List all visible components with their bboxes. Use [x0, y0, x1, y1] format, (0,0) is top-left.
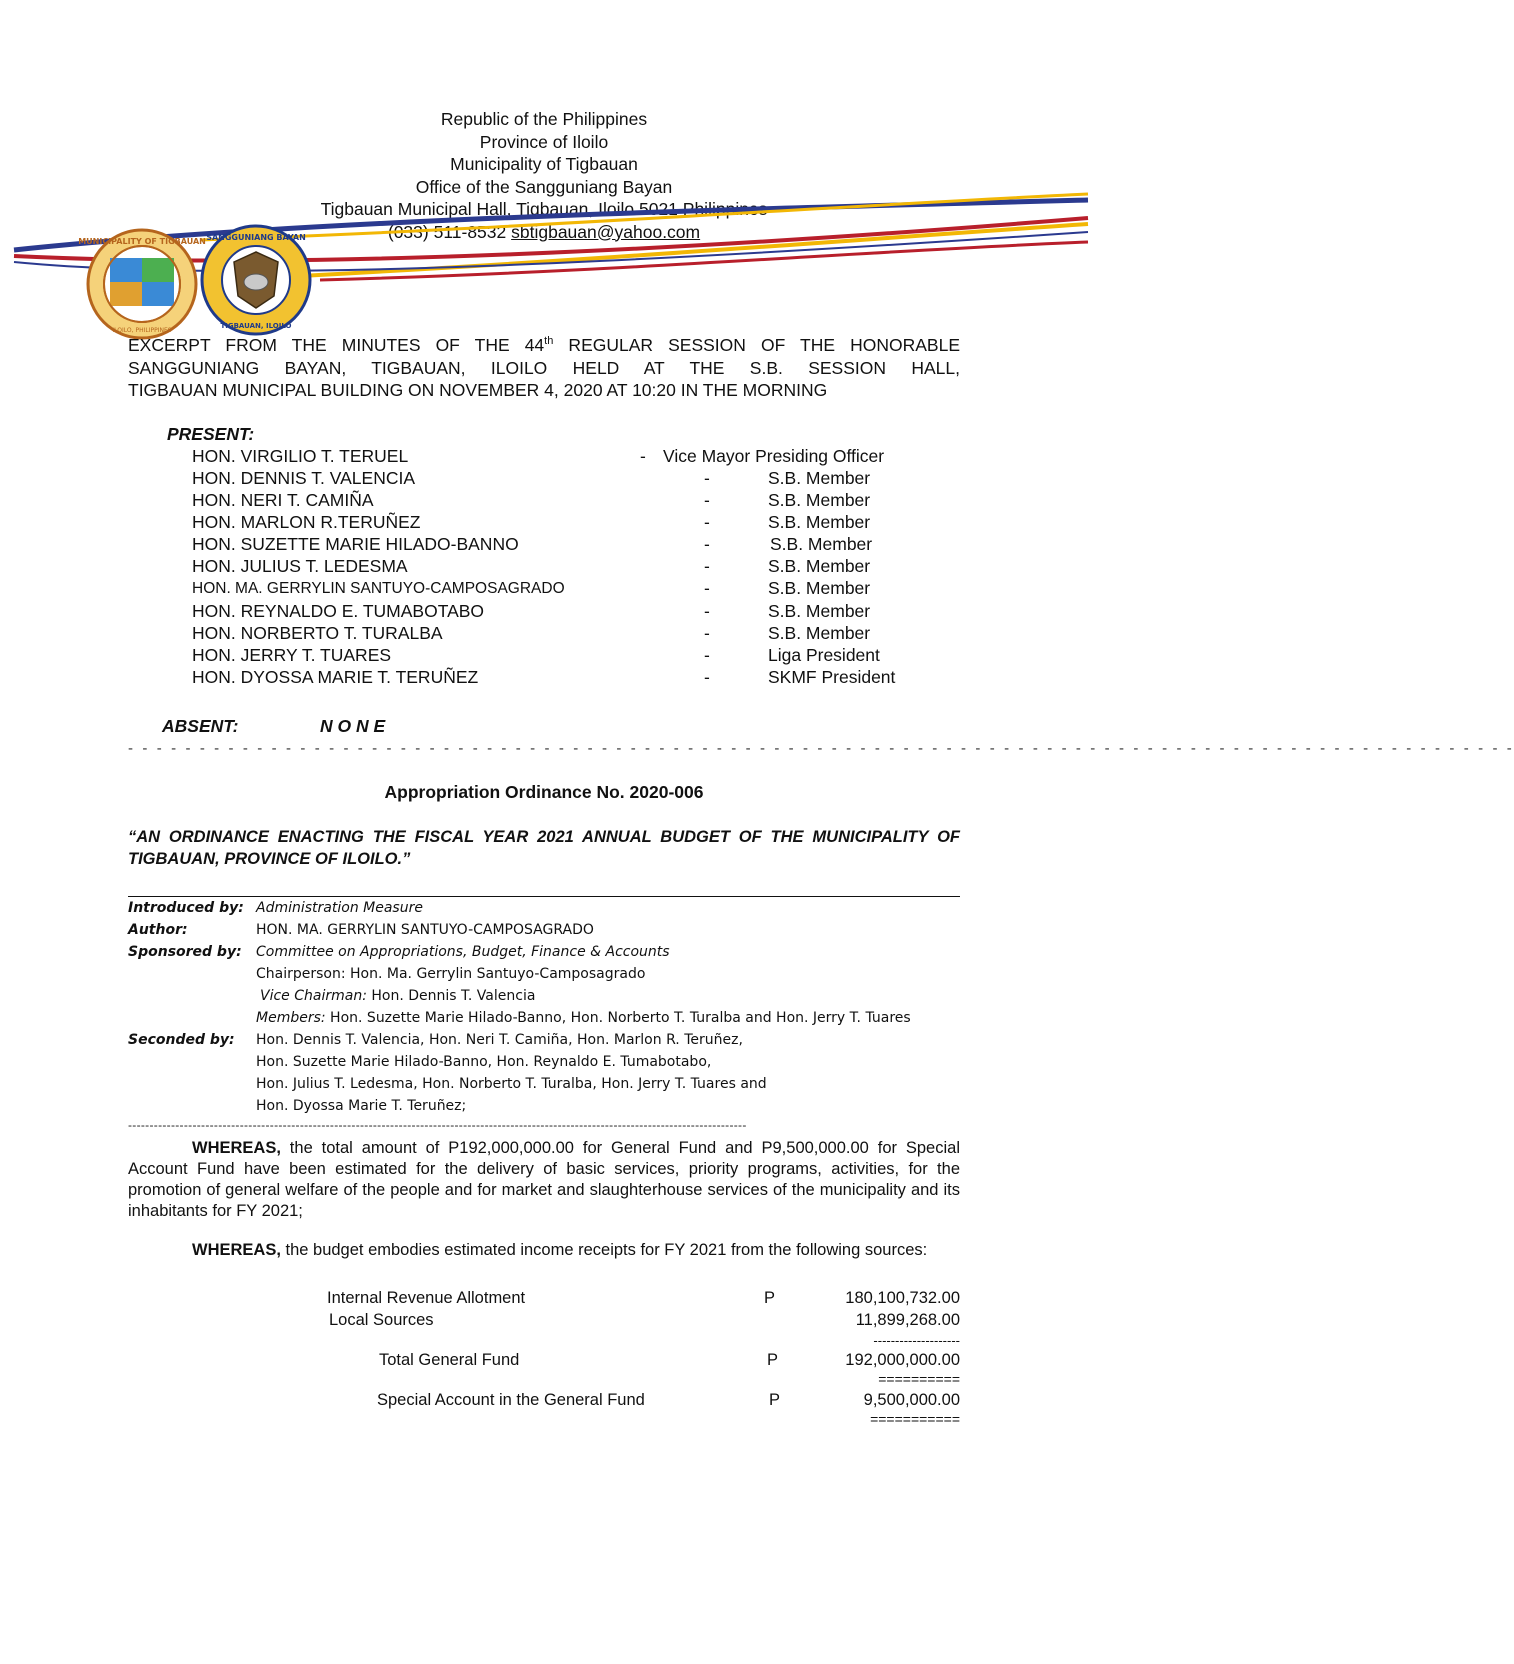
- seconded-by-line: Hon. Suzette Marie Hilado-Banno, Hon. Reynaldo E. Tumabotabo,: [256, 1054, 712, 1070]
- seconded-by-line: Hon. Dennis T. Valencia, Hon. Neri T. Camiña, Hon. Marlon R. Teruñez,: [256, 1032, 743, 1048]
- member-role: SKMF President: [768, 667, 896, 687]
- ordinance-number-title: Appropriation Ordinance No. 2020-006: [384, 782, 704, 802]
- special-account-amount: 9,500,000.00: [863, 1391, 960, 1409]
- header-phone: (033) 511-8532: [387, 221, 507, 242]
- member-dash: -: [704, 578, 710, 598]
- header-line-office: Office of the Sangguniang Bayan: [415, 176, 673, 197]
- excerpt-line-1: [128, 334, 960, 357]
- member-role: S.B. Member: [768, 601, 871, 621]
- seconded-by-line: Hon. Dyossa Marie T. Teruñez;: [256, 1098, 467, 1114]
- seconded-by-label: Seconded by:: [128, 1032, 235, 1048]
- seconded-by-line: Hon. Julius T. Ledesma, Hon. Norberto T. Turalba, Hon. Jerry T. Tuares and: [256, 1076, 767, 1092]
- header-email-link[interactable]: sbtigbauan@yahoo.com: [511, 221, 701, 242]
- member-dash: -: [704, 512, 710, 532]
- credits-separator: ------------------------------------------------------------------------------------------------------------------------------------------------: [128, 1118, 747, 1132]
- local-sources-label: Local Sources: [329, 1311, 434, 1329]
- committee-members-value: Hon. Suzette Marie Hilado-Banno, Hon. Norberto T. Turalba and Hon. Jerry T. Tuares: [325, 1010, 911, 1026]
- ordinance-long-title: “AN ORDINANCE ENACTING THE FISCAL YEAR 2021 ANNUAL BUDGET OF THE MUNICIPALITY OF TIGBAUAN, PROVINCE OF ILOILO.”: [128, 828, 960, 868]
- sangguniang-bayan-seal-logo: [200, 224, 312, 336]
- excerpt-line-1-pre: EXCERPT FROM THE MINUTES OF THE 44: [128, 335, 545, 355]
- sb-logo-bottom-text: TIGBAUAN, ILOILO: [220, 322, 292, 330]
- committee-members-line: [256, 1010, 911, 1026]
- local-sources-amount: 11,899,268.00: [855, 1311, 960, 1329]
- special-account-label: Special Account in the General Fund: [377, 1391, 645, 1409]
- member-name: HON. DENNIS T. VALENCIA: [192, 468, 416, 488]
- sb-logo-ring-text: SANGGUNIANG BAYAN: [206, 233, 306, 242]
- municipality-logo-bottom-text: ILOILO, PHILIPPINES: [112, 327, 172, 334]
- whereas-1-text: the total amount of P192,000,000.00 for General Fund and P9,500,000.00 for Special Account Fund have been estimated for the delivery of basic services, priority programs, activities, for the promotion of general welfare of the people and for market and slaughterhouse services of the municipality and its inhabitants for FY 2021;: [128, 1139, 960, 1220]
- ira-amount: 180,100,732.00: [845, 1289, 960, 1307]
- member-role: S.B. Member: [768, 490, 871, 510]
- member-name: HON. SUZETTE MARIE HILADO-BANNO: [192, 534, 519, 554]
- member-dash: -: [640, 446, 646, 466]
- excerpt-ordinal-suffix: th: [544, 335, 554, 348]
- ira-currency: P: [764, 1289, 776, 1307]
- absent-value: N O N E: [320, 716, 386, 736]
- member-dash: -: [704, 667, 710, 687]
- section-separator: - - - - - - - - - - - - - - - - - - - - - - - - - - - - - - - - - - - - - - - - - - - - - - - - - - - - - - - - - - - - - - - - - - - - - - - - - - - - - - - - - - - - - - - - - - - - - - - - -: [128, 740, 1514, 757]
- whereas-1-lead: WHEREAS,: [192, 1139, 281, 1157]
- whereas-clause-2: [128, 1240, 960, 1261]
- member-name: HON. NERI T. CAMIÑA: [192, 490, 374, 510]
- whereas-2-lead: WHEREAS,: [192, 1241, 281, 1259]
- subtotal-dash-line: --------------------: [873, 1333, 960, 1348]
- excerpt-line-2: SANGGUNIANG BAYAN, TIGBAUAN, ILOILO HELD AT THE S.B. SESSION HALL,: [128, 357, 960, 378]
- chairperson-line: Chairperson: Hon. Ma. Gerrylin Santuyo-Camposagrado: [256, 966, 646, 982]
- committee-members-label: Members:: [256, 1010, 326, 1026]
- horizontal-rule: [128, 896, 960, 897]
- member-role: S.B. Member: [770, 534, 873, 554]
- vice-chairman-label: Vice Chairman:: [260, 988, 367, 1004]
- special-account-currency: P: [769, 1391, 781, 1409]
- excerpt-line-1-post: REGULAR SESSION OF THE HONORABLE: [553, 335, 960, 355]
- author-label: Author:: [128, 922, 188, 938]
- member-name: HON. NORBERTO T. TURALBA: [192, 623, 443, 643]
- ira-label: Internal Revenue Allotment: [327, 1289, 526, 1307]
- sponsored-by-label: Sponsored by:: [128, 944, 242, 960]
- member-role: S.B. Member: [768, 578, 871, 598]
- header-line-province: Province of Iloilo: [479, 131, 609, 152]
- member-dash: -: [704, 645, 710, 665]
- total-double-rule-1: ==========: [878, 1371, 960, 1387]
- whereas-clause-1: [128, 1138, 960, 1222]
- member-name: HON. JERRY T. TUARES: [192, 645, 392, 665]
- absent-label: ABSENT:: [162, 716, 239, 736]
- member-dash: -: [704, 468, 710, 488]
- introduced-by-label: Introduced by:: [128, 900, 244, 916]
- vice-chairman-line: [260, 988, 535, 1004]
- present-label: PRESENT:: [167, 424, 255, 444]
- member-name: HON. REYNALDO E. TUMABOTABO: [192, 601, 485, 621]
- total-general-fund-currency: P: [767, 1351, 779, 1369]
- vice-chairman-value: Hon. Dennis T. Valencia: [366, 988, 536, 1004]
- header-line-municipality: Municipality of Tigbauan: [450, 154, 638, 174]
- member-role: Vice Mayor Presiding Officer: [663, 446, 885, 466]
- member-role: Liga President: [768, 645, 880, 665]
- total-general-fund-label: Total General Fund: [379, 1351, 520, 1369]
- member-dash: -: [704, 490, 710, 510]
- total-general-fund-amount: 192,000,000.00: [845, 1351, 960, 1369]
- member-name: HON. MARLON R.TERUÑEZ: [192, 512, 421, 532]
- introduced-by-value: Administration Measure: [256, 900, 423, 916]
- member-role: S.B. Member: [768, 468, 871, 488]
- member-role: S.B. Member: [768, 556, 871, 576]
- member-dash: -: [704, 623, 710, 643]
- header-line-republic: Republic of the Philippines: [440, 109, 648, 129]
- excerpt-heading: [128, 334, 960, 402]
- member-name: HON. VIRGILIO T. TERUEL: [192, 446, 409, 466]
- whereas-2-text: the budget embodies estimated income receipts for FY 2021 from the following sources:: [280, 1241, 928, 1259]
- municipality-logo-ring-text: MUNICIPALITY OF TIGBAUAN: [78, 237, 206, 246]
- excerpt-line-3: TIGBAUAN MUNICIPAL BUILDING ON NOVEMBER 4, 2020 AT 10:20 IN THE MORNING: [128, 380, 828, 400]
- member-role: S.B. Member: [768, 512, 871, 532]
- member-role: S.B. Member: [768, 623, 871, 643]
- member-name: HON. DYOSSA MARIE T. TERUÑEZ: [192, 667, 479, 687]
- member-name: HON. JULIUS T. LEDESMA: [192, 556, 408, 576]
- author-value: HON. MA. GERRYLIN SANTUYO-CAMPOSAGRADO: [256, 922, 594, 938]
- member-dash: -: [704, 601, 710, 621]
- sponsored-committee: Committee on Appropriations, Budget, Finance & Accounts: [256, 944, 670, 960]
- member-dash: -: [704, 556, 710, 576]
- member-dash: -: [704, 534, 710, 554]
- member-name: HON. MA. GERRYLIN SANTUYO-CAMPOSAGRADO: [192, 580, 565, 597]
- header-line-address: Tigbauan Municipal Hall, Tigbauan, Iloilo 5021 Philippines: [320, 199, 768, 219]
- municipality-seal-logo: [78, 228, 206, 340]
- total-double-rule-2: ===========: [870, 1411, 960, 1427]
